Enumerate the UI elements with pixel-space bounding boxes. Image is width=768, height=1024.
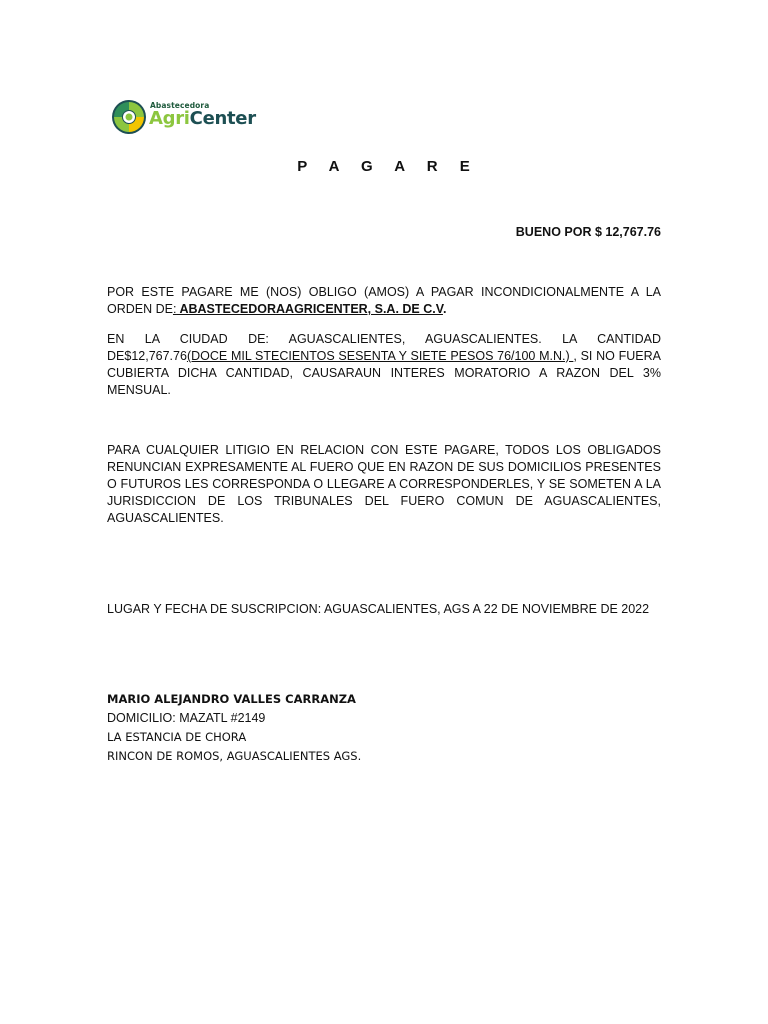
amount-text-a: EN LA CIUDAD DE: AGUASCALIENTES, AGUASCALIENTES. LA CANTIDAD DE$12,767.76 [107,332,661,363]
amount-text-b: , SI NO FUERA CUBIERTA DICHA CANTIDAD, CAUSARAUN INTERES MORATORIO A RAZON DEL 3% MENSUAL. [107,349,661,397]
logo-wordmark [149,108,256,129]
signer-name: MARIO ALEJANDRO VALLES CARRANZA [107,692,356,706]
logo-center-text: Center [189,108,256,129]
bueno-por-amount: BUENO POR $ 12,767.76 [515,225,661,239]
paragraph-place-date: LUGAR Y FECHA DE SUSCRIPCION: AGUASCALIENTES, AGS A 22 DE NOVIEMBRE DE 2022 [107,602,650,616]
signer-domicilio: DOMICILIO: MAZATL #2149 [107,711,266,725]
company-logo [111,99,261,137]
amount-in-words: (DOCE MIL STECIENTOS SESENTA Y SIETE PESOS 76/100 M.N.) [186,349,574,363]
document-title: P A G A R E [297,158,479,175]
obligation-text: POR ESTE PAGARE ME (NOS) OBLIGO (AMOS) A PAGAR INCONDICIONALMENTE A LA ORDEN DE [107,285,661,316]
leaf-swirl-icon [111,99,147,135]
logo-subtitle: Abastecedora [150,101,210,110]
obligation-period: . [442,302,447,316]
signer-city-line: RINCON DE ROMOS, AGUASCALIENTES AGS. [107,749,362,763]
logo-agri-text: Agri [149,108,190,129]
obligation-colon: : [172,302,177,316]
paragraph-amount [107,331,661,399]
signer-address-line: LA ESTANCIA DE CHORA [107,730,247,744]
beneficiary-company: ABASTECEDORAAGRICENTER, S.A. DE C.V [176,302,443,316]
paragraph-obligation [107,284,661,318]
paragraph-jurisdiction: PARA CUALQUIER LITIGIO EN RELACION CON ESTE PAGARE, TODOS LOS OBLIGADOS RENUNCIAN EXPRESAMENTE AL FUERO QUE EN RAZON DE SUS DOMICILIOS PRESENTES O FUTUROS LES CORRESPONDA O LLEGARE A CORRESPONDERLES, Y SE SOMETEN A LA JURISDICCION DE LOS TRIBUNALES DEL FUERO COMUN DE AGUASCALIENTES, AGUASCALIENTES. [107,443,661,525]
